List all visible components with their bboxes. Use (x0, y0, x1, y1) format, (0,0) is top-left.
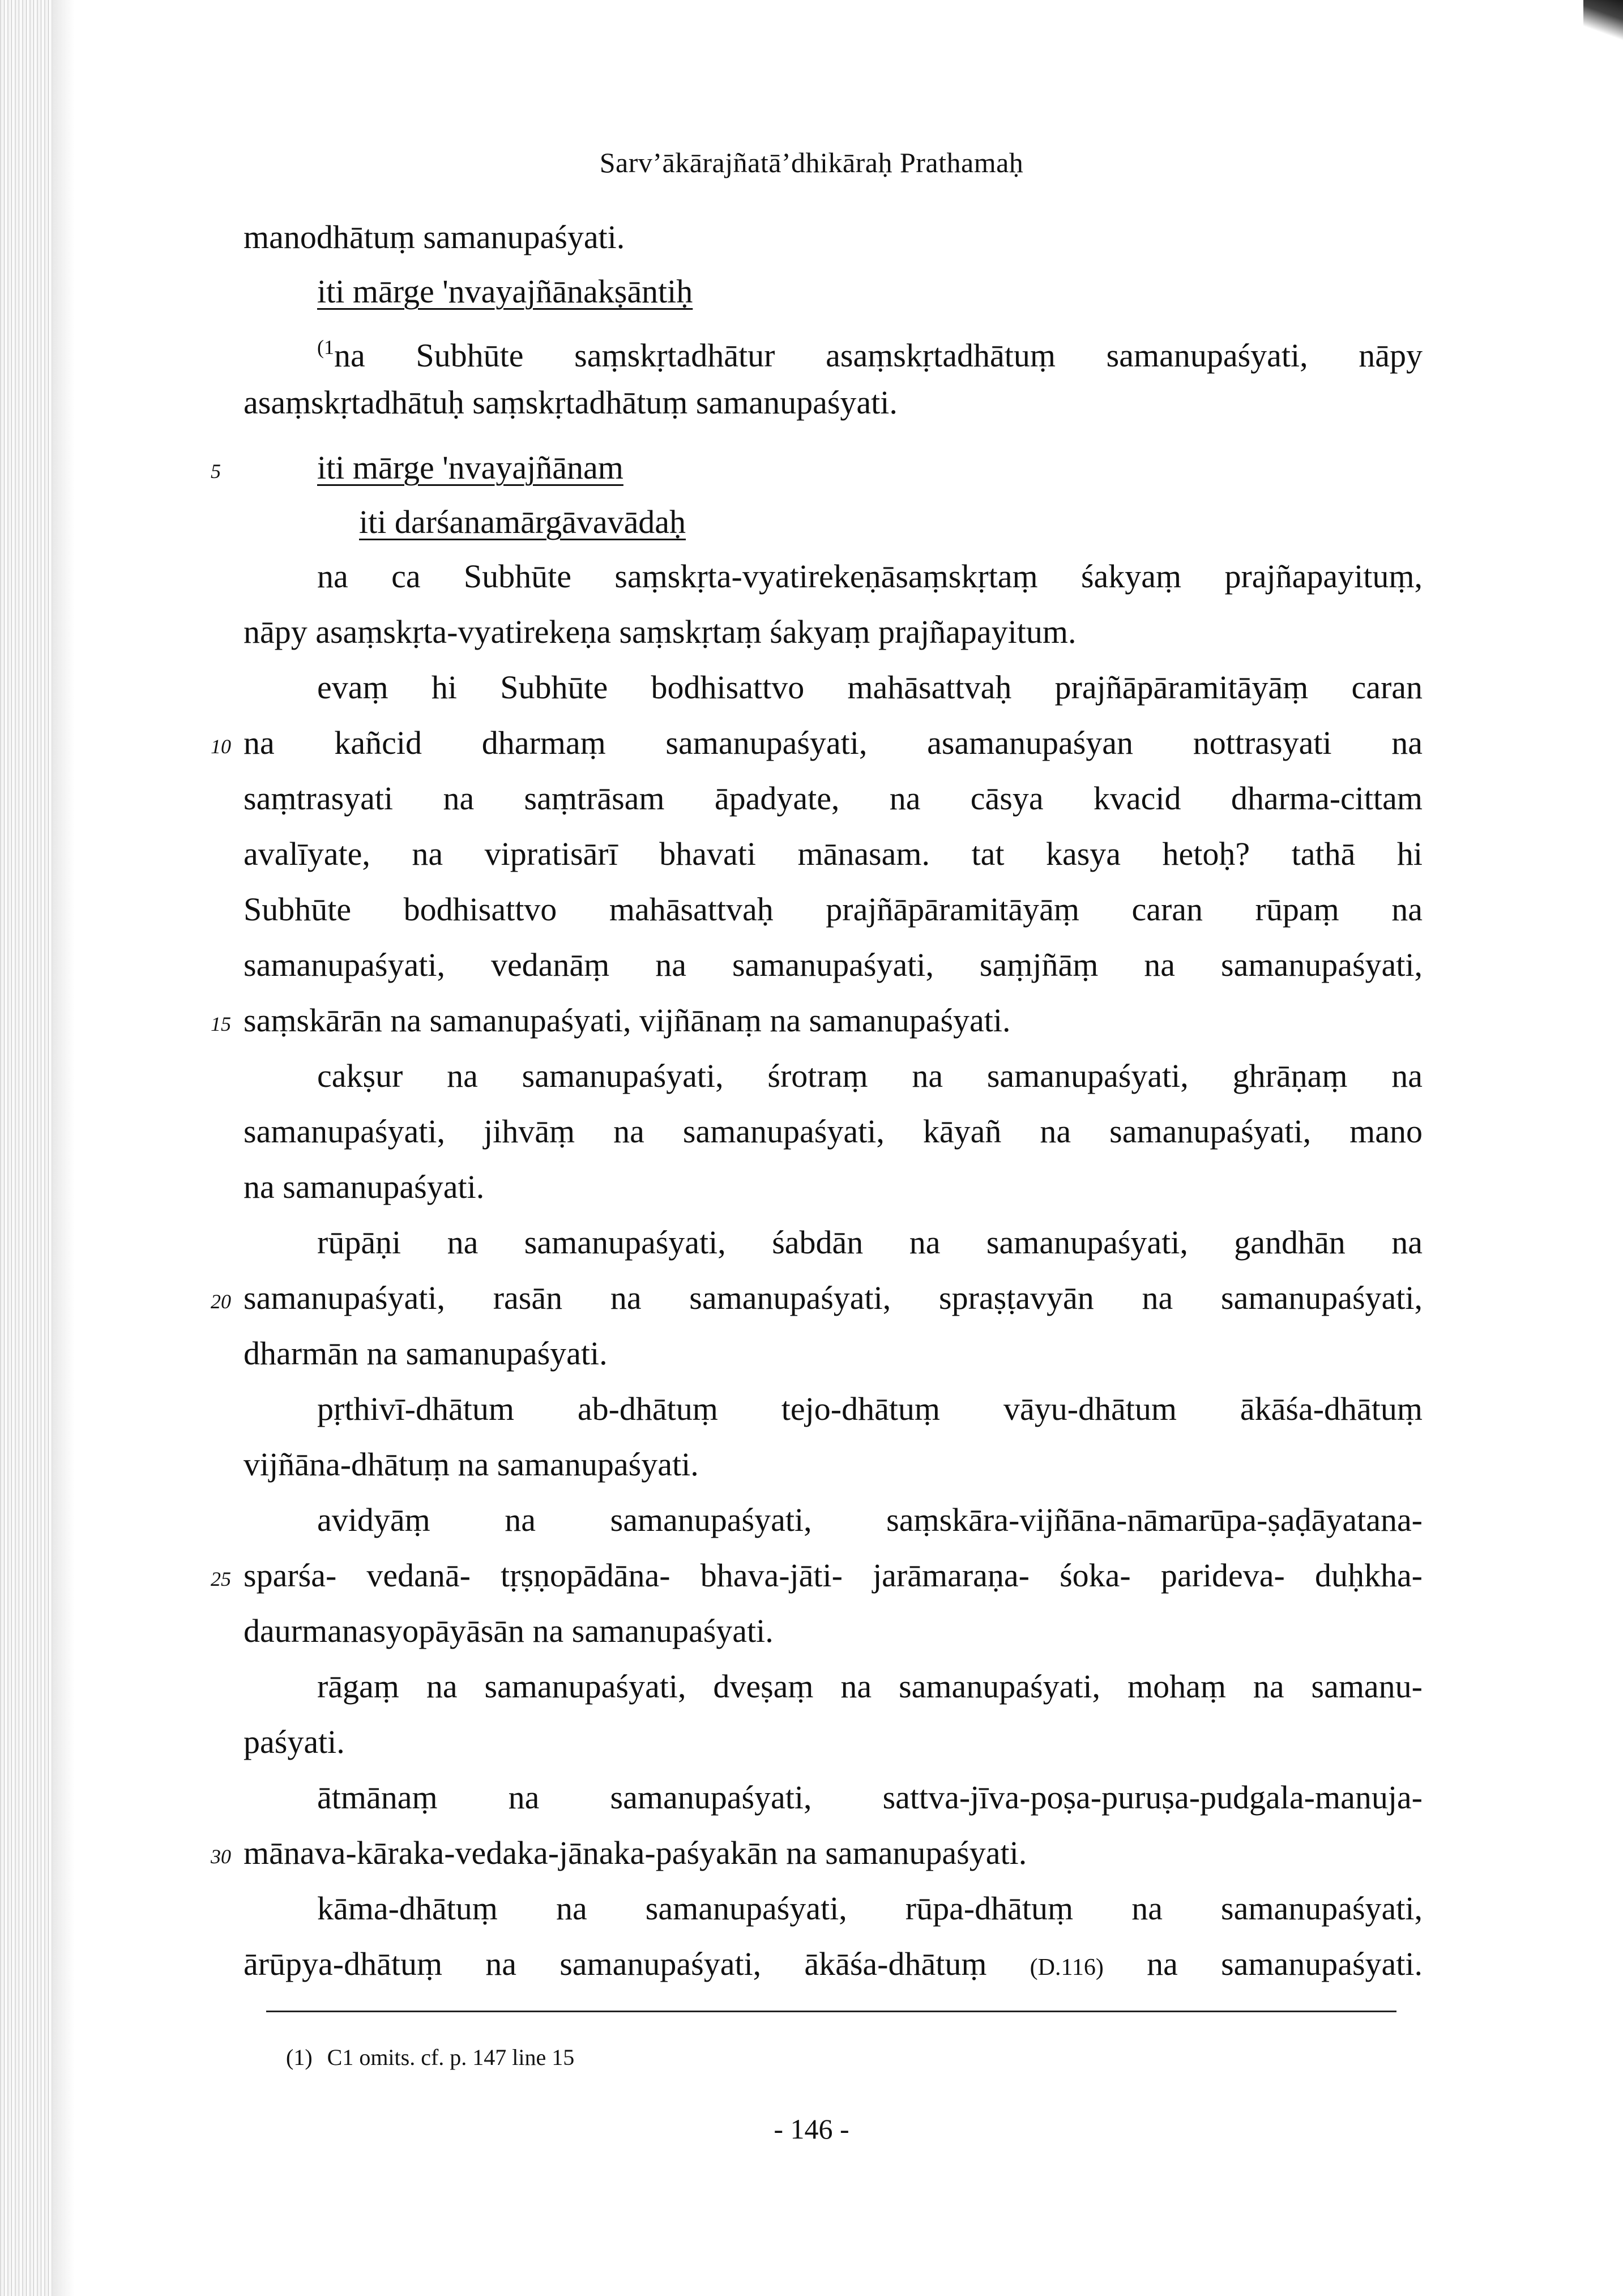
text-line: mānava-kāraka-vedaka-jānaka-paśyakān na samanupaśyati. (244, 1834, 1027, 1871)
text-line: rāgaṃ na samanupaśyati, dveṣaṃ na samanupaśyati, mohaṃ na samanu- (317, 1668, 1423, 1705)
page-reference: (D.116) (1030, 1954, 1104, 1981)
section-heading: iti darśanamārgāvavādaḥ (359, 503, 686, 540)
text-line: sparśa- vedanā- tṛṣṇopādāna- bhava-jāti- jarāmaraṇa- śoka- parideva- duḥkha- (244, 1557, 1423, 1594)
text-line: Subhūte bodhisattvo mahāsattvaḥ prajñāpāramitāyāṃ caran rūpaṃ na (244, 891, 1423, 928)
text-line: na kañcid dharmaṃ samanupaśyati, asamanupaśyan nottrasyati na (244, 724, 1423, 761)
text-line: samanupaśyati, vedanāṃ na samanupaśyati, saṃjñāṃ na samanupaśyati, (244, 946, 1423, 983)
text-line: avidyāṃ na samanupaśyati, saṃskāra-vijñāna-nāmarūpa-ṣaḍāyatana- (317, 1501, 1423, 1538)
footnote-number: (1) (286, 2045, 313, 2070)
text-line: nāpy asaṃskṛta-vyatirekeṇa saṃskṛtaṃ śakyaṃ prajñapayitum. (244, 613, 1077, 650)
text-line: evaṃ hi Subhūte bodhisattvo mahāsattvaḥ prajñāpāramitāyāṃ caran (317, 669, 1423, 706)
text-line: cakṣur na samanupaśyati, śrotraṃ na samanupaśyati, ghrāṇaṃ na (317, 1057, 1423, 1094)
text-line: asaṃskṛtadhātuḥ saṃskṛtadhātuṃ samanupaśyati. (244, 384, 898, 421)
text-line: saṃskārān na samanupaśyati, vijñānaṃ na samanupaśyati. (244, 1002, 1011, 1039)
text-line: ātmānaṃ na samanupaśyati, sattva-jīva-poṣa-puruṣa-pudgala-manuja- (317, 1779, 1423, 1816)
text-line (317, 319, 1423, 375)
text-line: vijñāna-dhātuṃ na samanupaśyati. (244, 1446, 699, 1483)
line-number: 30 (211, 1845, 231, 1868)
text-line: na samanupaśyati. (244, 1168, 485, 1205)
text-line: samanupaśyati, rasān na samanupaśyati, spraṣṭavyān na samanupaśyati, (244, 1279, 1423, 1316)
scan-corner-mark (1583, 0, 1623, 51)
text-line: na ca Subhūte saṃskṛta-vyatirekeṇāsaṃskṛtaṃ śakyaṃ prajñapayituṃ, (317, 558, 1423, 595)
text-line: manodhātuṃ samanupaśyati. (244, 219, 625, 255)
running-header: Sarv’ākārajñatā’dhikāraḥ Prathamaḥ (599, 147, 1024, 178)
line-number: 25 (211, 1568, 231, 1590)
footnote-text: C1 omits. cf. p. 147 line 15 (327, 2045, 575, 2070)
footnote (286, 2041, 574, 2075)
section-heading: iti mārge 'nvayajñānakṣāntiḥ (317, 273, 693, 310)
line-number: 15 (211, 1013, 231, 1035)
text-line: samanupaśyati, jihvāṃ na samanupaśyati, kāyañ na samanupaśyati, mano (244, 1113, 1423, 1150)
text-line (244, 1936, 1423, 1992)
text-line: daurmanasyopāyāsān na samanupaśyati. (244, 1612, 774, 1649)
footnote-rule (266, 2011, 1396, 2012)
line-number: 20 (211, 1290, 231, 1313)
text-line: rūpāṇi na samanupaśyati, śabdān na samanupaśyati, gandhān na (317, 1224, 1423, 1261)
text-line: paśyati. (244, 1723, 345, 1760)
text-line: dharmān na samanupaśyati. (244, 1335, 608, 1372)
section-heading: iti mārge 'nvayajñānam (317, 449, 623, 486)
line-number: 10 (211, 735, 231, 758)
text-line: avalīyate, na vipratisārī bhavati mānasam. tat kasya hetoḥ? tathā hi (244, 835, 1423, 872)
text-line-content: na samanupaśyati. (1147, 1945, 1423, 1982)
page-number: - 146 - (774, 2113, 849, 2145)
binding-gutter (0, 0, 52, 2296)
text-line: saṃtrasyati na saṃtrāsam āpadyate, na cāsya kvacid dharma-cittam (244, 780, 1423, 817)
text-line: kāma-dhātuṃ na samanupaśyati, rūpa-dhātuṃ na samanupaśyati, (317, 1890, 1423, 1927)
gutter-shadow (52, 0, 75, 2296)
line-number: 5 (211, 460, 221, 483)
text-line: pṛthivī-dhātum ab-dhātuṃ tejo-dhātuṃ vāyu-dhātum ākāśa-dhātuṃ (317, 1390, 1423, 1427)
text-line-content: na Subhūte saṃskṛtadhātur asaṃskṛtadhātuṃ samanupaśyati, nāpy (334, 337, 1423, 374)
footnote-marker: (1 (317, 336, 334, 359)
text-line-content: ārūpya-dhātuṃ na samanupaśyati, ākāśa-dhātuṃ (244, 1945, 987, 1982)
